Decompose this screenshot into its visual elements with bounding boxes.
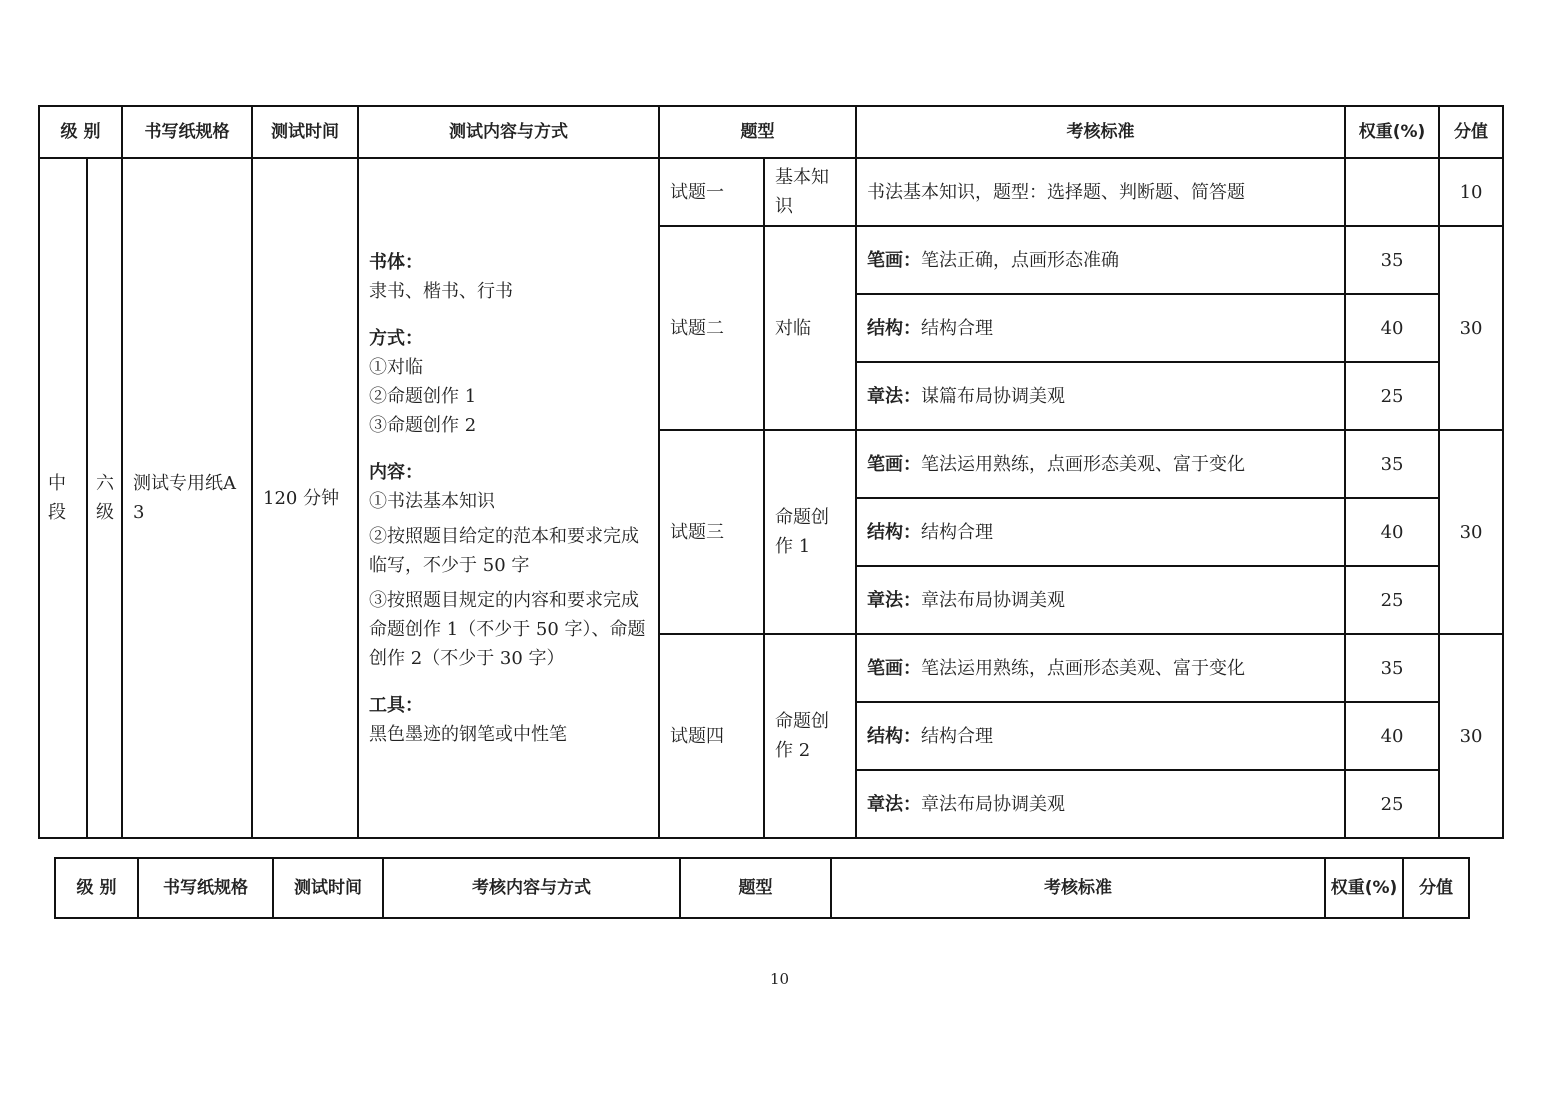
weight-cell: 40 xyxy=(1345,498,1439,566)
criteria-cell xyxy=(856,158,1345,226)
content-method-cell xyxy=(358,158,659,838)
weight-cell: 35 xyxy=(1345,226,1439,294)
page-number: 10 xyxy=(769,970,790,988)
header-level: 级 别 xyxy=(39,106,122,158)
header-paper: 书写纸规格 xyxy=(138,858,273,918)
criteria-label: 笔画： xyxy=(867,657,922,679)
header-time: 测试时间 xyxy=(252,106,358,158)
weight-cell: 25 xyxy=(1345,566,1439,634)
criteria-cell xyxy=(856,702,1345,770)
time-cell: 120 分钟 xyxy=(252,158,358,838)
weight-cell: 35 xyxy=(1345,430,1439,498)
weight-cell: 35 xyxy=(1345,634,1439,702)
header-score: 分值 xyxy=(1403,858,1469,918)
question-type: 命题创作 2 xyxy=(764,634,856,838)
header-paper: 书写纸规格 xyxy=(122,106,252,158)
score-cell: 30 xyxy=(1439,430,1503,634)
question-type: 基本知识 xyxy=(764,158,856,226)
question-name: 试题一 xyxy=(659,158,764,226)
table-row xyxy=(39,158,1503,226)
criteria-text: 结构合理 xyxy=(921,521,994,543)
tool-value: 黑色墨迹的钢笔或中性笔 xyxy=(369,723,568,745)
header-weight: 权重(%) xyxy=(1325,858,1403,918)
header-content-method: 测试内容与方式 xyxy=(358,106,659,158)
criteria-label: 章法： xyxy=(867,793,922,815)
header-time: 测试时间 xyxy=(273,858,383,918)
criteria-cell xyxy=(856,226,1345,294)
criteria-text: 书法基本知识，题型：选择题、判断题、简答题 xyxy=(867,181,1246,203)
content-3: ③按照题目规定的内容和要求完成命题创作 1（不少于 50 字）、命题创作 2（不少于 30 字） xyxy=(369,589,646,669)
level-group-cell: 中段 xyxy=(39,158,87,838)
criteria-cell xyxy=(856,498,1345,566)
criteria-text: 笔法运用熟练，点画形态美观、富于变化 xyxy=(921,657,1246,679)
question-type: 对临 xyxy=(764,226,856,430)
header-weight: 权重(%) xyxy=(1345,106,1439,158)
main-header-row xyxy=(39,106,1503,158)
header-score: 分值 xyxy=(1439,106,1503,158)
mode-3: ③命题创作 2 xyxy=(369,414,477,436)
level-cell: 六级 xyxy=(87,158,122,838)
script-value: 隶书、楷书、行书 xyxy=(369,280,514,302)
content-1: ①书法基本知识 xyxy=(369,490,496,512)
criteria-text: 笔法运用熟练，点画形态美观、富于变化 xyxy=(921,453,1246,475)
criteria-text: 笔法正确，点画形态准确 xyxy=(921,249,1120,271)
score-cell: 30 xyxy=(1439,634,1503,838)
second-assessment-table-header xyxy=(54,857,1470,919)
criteria-cell xyxy=(856,294,1345,362)
mode-1: ①对临 xyxy=(369,356,424,378)
criteria-label: 结构： xyxy=(867,725,922,747)
content-label: 内容： xyxy=(369,461,424,483)
criteria-label: 章法： xyxy=(867,385,922,407)
criteria-cell xyxy=(856,770,1345,838)
header-content-method: 考核内容与方式 xyxy=(383,858,680,918)
weight-cell: 40 xyxy=(1345,294,1439,362)
criteria-text: 谋篇布局协调美观 xyxy=(921,385,1066,407)
paper-cell: 测试专用纸A3 xyxy=(122,158,252,838)
score-cell: 30 xyxy=(1439,226,1503,430)
script-label: 书体： xyxy=(369,251,424,273)
criteria-label: 笔画： xyxy=(867,453,922,475)
criteria-label: 章法： xyxy=(867,589,922,611)
weight-cell: 25 xyxy=(1345,770,1439,838)
criteria-label: 结构： xyxy=(867,317,922,339)
header-criteria: 考核标准 xyxy=(831,858,1325,918)
criteria-cell xyxy=(856,430,1345,498)
criteria-text: 结构合理 xyxy=(921,725,994,747)
criteria-label: 结构： xyxy=(867,521,922,543)
header-criteria: 考核标准 xyxy=(856,106,1345,158)
criteria-cell xyxy=(856,634,1345,702)
header-level: 级 别 xyxy=(55,858,138,918)
criteria-text: 章法布局协调美观 xyxy=(921,589,1066,611)
question-type: 命题创作 1 xyxy=(764,430,856,634)
weight-cell: 25 xyxy=(1345,362,1439,430)
question-name: 试题三 xyxy=(659,430,764,634)
criteria-text: 章法布局协调美观 xyxy=(921,793,1066,815)
header-question-type: 题型 xyxy=(659,106,856,158)
weight-cell: 40 xyxy=(1345,702,1439,770)
criteria-cell xyxy=(856,566,1345,634)
question-name: 试题四 xyxy=(659,634,764,838)
question-name: 试题二 xyxy=(659,226,764,430)
criteria-text: 结构合理 xyxy=(921,317,994,339)
main-assessment-table xyxy=(38,105,1504,839)
mode-2: ②命题创作 1 xyxy=(369,385,477,407)
content-2: ②按照题目给定的范本和要求完成临写，不少于 50 字 xyxy=(369,525,640,576)
second-header-row xyxy=(55,858,1469,918)
criteria-label: 笔画： xyxy=(867,249,922,271)
criteria-cell xyxy=(856,362,1345,430)
mode-label: 方式： xyxy=(369,327,424,349)
tool-label: 工具： xyxy=(369,694,424,716)
header-question-type: 题型 xyxy=(680,858,831,918)
weight-cell xyxy=(1345,158,1439,226)
score-cell: 10 xyxy=(1439,158,1503,226)
